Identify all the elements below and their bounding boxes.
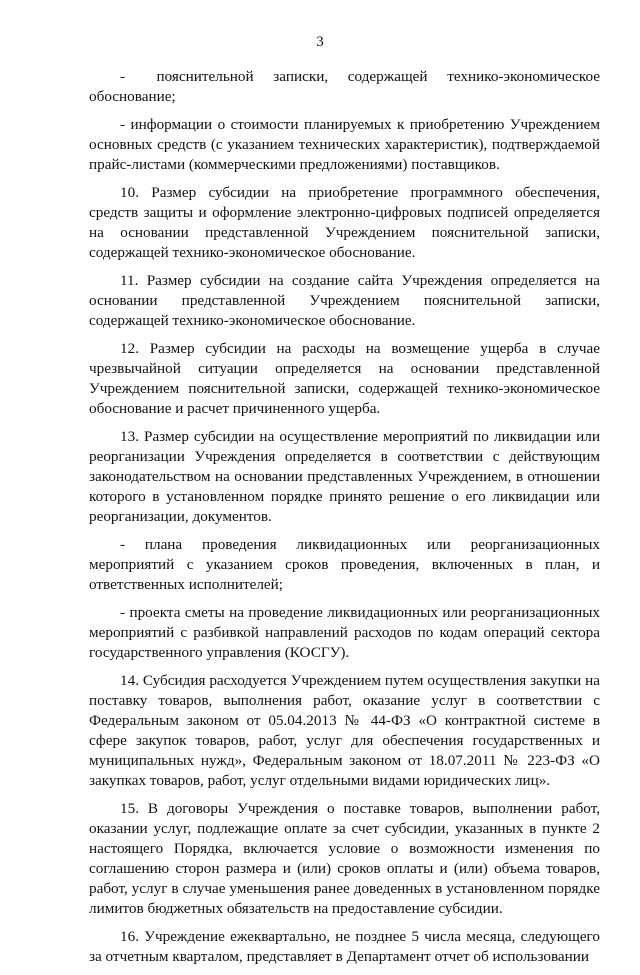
paragraph-12: 12. Размер субсидии на расходы на возмещение ущерба в случае чрезвычайной ситуации определяется на основании представленной Учреждением пояснительной записки, содержащей технико-экономическое обоснование и расчет причиненного ущерба. xyxy=(89,340,600,417)
paragraph-estimate-draft: - проекта сметы на проведение ликвидационных или реорганизационных мероприятий с разбивкой направлений расходов по кодам операций сектора государственного управления (КОСГУ). xyxy=(89,604,600,661)
page-number: 3 xyxy=(316,34,324,50)
paragraph-explanatory-note: - пояснительной записки, содержащей технико-экономическое обоснование; xyxy=(89,68,600,105)
paragraph-10: 10. Размер субсидии на приобретение программного обеспечения, средств защиты и оформление электронно-цифровых подписей определяется на основании представленной Учреждением пояснительной записки, содержащей технико-экономическое обоснование. xyxy=(89,184,600,261)
document-body xyxy=(89,67,600,975)
paragraph-11: 11. Размер субсидии на создание сайта Учреждения определяется на основании представленной Учреждением пояснительной записки, содержащей технико-экономическое обоснование. xyxy=(89,272,600,329)
paragraph-16: 16. Учреждение ежеквартально, не позднее 5 числа месяца, следующего за отчетным кварталом, представляет в Департамент отчет об использовании xyxy=(89,928,600,965)
paragraph-13: 13. Размер субсидии на осуществление мероприятий по ликвидации или реорганизации Учреждения определяется в соответствии с действующим законодательством на основании представленных Учреждением, в отношении которого в установленном порядке принято решение о его ликвидации или реорганизации, документов. xyxy=(89,428,600,525)
paragraph-liquidation-plan: - плана проведения ликвидационных или реорганизационных мероприятий с указанием сроков проведения, включенных в план, и ответственных исполнителей; xyxy=(89,536,600,593)
paragraph-14: 14. Субсидия расходуется Учреждением путем осуществления закупки на поставку товаров, выполнения работ, оказание услуг в соответствии с Федеральным законом от 05.04.2013 № 44-ФЗ «О контрактной системе в сфере закупок товаров, работ, услуг для обеспечения государственных и муниципальных нужд», Федеральным законом от 18.07.2011 № 223-ФЗ «О закупках товаров, работ, услуг отдельными видами юридических лиц». xyxy=(89,672,600,789)
paragraph-cost-info: - информации о стоимости планируемых к приобретению Учреждением основных средств (с указанием технических характеристик), подтверждаемой прайс-листами (коммерческими предложениями) поставщиков. xyxy=(89,116,600,173)
paragraph-15: 15. В договоры Учреждения о поставке товаров, выполнении работ, оказании услуг, подлежащие оплате за счет субсидии, указанных в пункте 2 настоящего Порядка, включается условие о возможности изменения по соглашению сторон размера и (или) сроков оплаты и (или) объема товаров, работ, услуг в случае уменьшения ранее доведенных в установленном порядке лимитов бюджетных обязательств на предоставление субсидии. xyxy=(89,800,600,917)
